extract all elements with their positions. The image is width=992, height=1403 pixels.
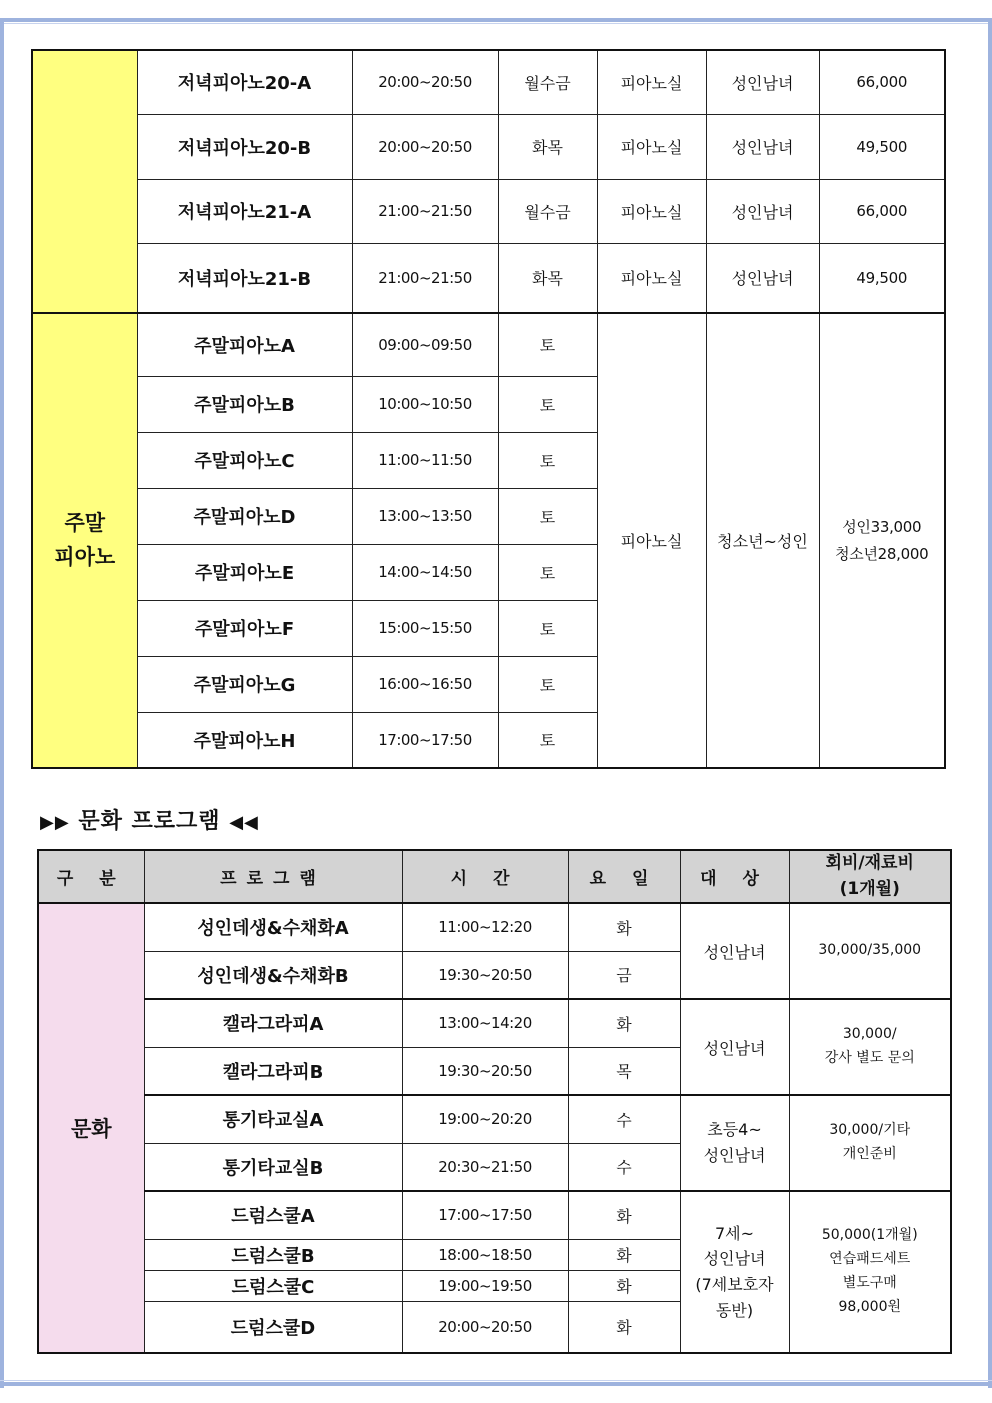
- fee-line1: 30,000/: [842, 1026, 897, 1043]
- program-fee: 66,000: [819, 50, 945, 114]
- program-target: 성인남녀: [706, 50, 819, 114]
- program-day: 토: [498, 712, 597, 768]
- program-day: 화목: [498, 243, 597, 313]
- table-row: [38, 903, 951, 951]
- program-day: 화: [568, 999, 680, 1047]
- target-line2: 성인남녀: [703, 1249, 766, 1269]
- category-cell-culture: 문화: [38, 903, 144, 1353]
- table-row: [32, 114, 945, 179]
- program-target: 성인남녀: [680, 999, 789, 1095]
- page-frame-left: [0, 18, 4, 1388]
- category-label-line1: 주말: [64, 510, 106, 535]
- page-frame-top: [0, 18, 992, 22]
- program-fee: 49,500: [819, 243, 945, 313]
- fee-line1: 50,000(1개월): [821, 1227, 918, 1244]
- program-day: 화: [568, 1270, 680, 1301]
- page-frame-bottom: [0, 1382, 992, 1386]
- program-day: 토: [498, 488, 597, 544]
- program-name: 캘라그라피B: [144, 1047, 402, 1095]
- program-name: 통기타교실B: [144, 1143, 402, 1191]
- program-name: 성인데생&수채화B: [144, 951, 402, 999]
- program-day: 토: [498, 656, 597, 712]
- program-target: 청소년~성인: [706, 313, 819, 768]
- program-name: 저녁피아노20-A: [137, 50, 352, 114]
- fee-line1: 30,000/기타: [829, 1122, 911, 1139]
- program-room: 피아노실: [597, 114, 706, 179]
- program-target: [680, 1095, 789, 1191]
- program-name: 주말피아노A: [137, 313, 352, 376]
- program-day: 토: [498, 432, 597, 488]
- program-day: 화: [568, 1191, 680, 1239]
- program-name: 주말피아노B: [137, 376, 352, 432]
- fee-line3: 별도구매: [842, 1275, 897, 1291]
- header-program: 프로그램: [144, 850, 402, 903]
- program-day: 월수금: [498, 179, 597, 243]
- program-fee: [819, 313, 945, 768]
- program-name: 주말피아노F: [137, 600, 352, 656]
- program-day: 금: [568, 951, 680, 999]
- header-time: 시 간: [402, 850, 568, 903]
- program-time: 20:00~20:50: [352, 50, 498, 114]
- program-time: 17:00~17:50: [352, 712, 498, 768]
- fee-line2: 개인준비: [842, 1146, 897, 1162]
- program-day: 화: [568, 1239, 680, 1270]
- program-day: 수: [568, 1095, 680, 1143]
- category-cell-weekend-piano: [32, 313, 137, 768]
- table-row: [32, 313, 945, 376]
- program-name: 드럼스쿨C: [144, 1270, 402, 1301]
- program-name: 저녁피아노20-B: [137, 114, 352, 179]
- program-name: 드럼스쿨B: [144, 1239, 402, 1270]
- program-fee: 66,000: [819, 179, 945, 243]
- page-frame-right: [988, 18, 992, 1388]
- fee-adult: 성인33,000: [842, 517, 922, 536]
- program-name: 주말피아노H: [137, 712, 352, 768]
- table-row: [32, 243, 945, 313]
- table-row: [38, 1191, 951, 1239]
- program-day: 토: [498, 600, 597, 656]
- category-label-line2: 피아노: [54, 544, 116, 569]
- header-day: 요 일: [568, 850, 680, 903]
- header-target: 대 상: [680, 850, 789, 903]
- program-time: 18:00~18:50: [402, 1239, 568, 1270]
- program-time: 19:00~19:50: [402, 1270, 568, 1301]
- program-name: 통기타교실A: [144, 1095, 402, 1143]
- program-day: 토: [498, 313, 597, 376]
- program-time: 20:30~21:50: [402, 1143, 568, 1191]
- program-name: 캘라그라피A: [144, 999, 402, 1047]
- program-time: 11:00~12:20: [402, 903, 568, 951]
- header-fee: [789, 850, 951, 903]
- program-name: 주말피아노G: [137, 656, 352, 712]
- program-target: [680, 1191, 789, 1353]
- header-fee-line1: 회비/재료비: [825, 853, 914, 873]
- program-day: 토: [498, 376, 597, 432]
- program-name: 저녁피아노21-B: [137, 243, 352, 313]
- program-fee: 49,500: [819, 114, 945, 179]
- program-name: 주말피아노E: [137, 544, 352, 600]
- program-target: 성인남녀: [706, 243, 819, 313]
- program-day: 월수금: [498, 50, 597, 114]
- program-day: 화: [568, 1301, 680, 1353]
- table-row: [38, 999, 951, 1047]
- program-name: 드럼스쿨D: [144, 1301, 402, 1353]
- program-room: 피아노실: [597, 50, 706, 114]
- fee-line2: 연습패드세트: [829, 1251, 911, 1268]
- program-time: 09:00~09:50: [352, 313, 498, 376]
- program-room: 피아노실: [597, 243, 706, 313]
- program-time: 16:00~16:50: [352, 656, 498, 712]
- page-frame-bottom-inner: [0, 1380, 992, 1381]
- target-line1: 초등4~: [707, 1120, 762, 1140]
- program-time: 21:00~21:50: [352, 243, 498, 313]
- triangle-right-icon: ▶▶: [40, 812, 70, 833]
- program-time: 13:00~14:20: [402, 999, 568, 1047]
- fee-youth: 청소년28,000: [835, 544, 929, 563]
- program-name: 드럼스쿨A: [144, 1191, 402, 1239]
- table-row: [32, 50, 945, 114]
- section-title-text: 문화 프로그램: [78, 809, 221, 834]
- program-room: 피아노실: [597, 313, 706, 768]
- category-cell-evening-piano: [32, 50, 137, 313]
- program-time: 15:00~15:50: [352, 600, 498, 656]
- program-fee: [789, 999, 951, 1095]
- target-line4: 동반): [715, 1300, 754, 1320]
- target-line2: 성인남녀: [703, 1146, 766, 1165]
- program-time: 19:00~20:20: [402, 1095, 568, 1143]
- target-line3: (7세보호자: [695, 1275, 774, 1294]
- culture-program-table: [37, 849, 952, 1354]
- program-time: 20:00~20:50: [352, 114, 498, 179]
- page-frame-top-inner: [0, 23, 992, 24]
- program-time: 20:00~20:50: [402, 1301, 568, 1353]
- culture-section-title: [40, 804, 259, 835]
- program-day: 토: [498, 544, 597, 600]
- program-time: 10:00~10:50: [352, 376, 498, 432]
- table-row: [32, 179, 945, 243]
- program-target: 성인남녀: [706, 114, 819, 179]
- header-fee-line2: (1개월): [839, 878, 900, 899]
- program-room: 피아노실: [597, 179, 706, 243]
- program-time: 11:00~11:50: [352, 432, 498, 488]
- program-day: 수: [568, 1143, 680, 1191]
- table-row: [38, 1095, 951, 1143]
- program-time: 19:30~20:50: [402, 1047, 568, 1095]
- program-name: 주말피아노D: [137, 488, 352, 544]
- program-target: 성인남녀: [680, 903, 789, 999]
- program-time: 19:30~20:50: [402, 951, 568, 999]
- fee-line4: 98,000원: [838, 1298, 901, 1315]
- triangle-left-icon: ◀◀: [229, 812, 259, 833]
- program-name: 성인데생&수채화A: [144, 903, 402, 951]
- piano-schedule-table: [31, 49, 946, 769]
- program-fee: 30,000/35,000: [789, 903, 951, 999]
- program-fee: [789, 1095, 951, 1191]
- program-target: 성인남녀: [706, 179, 819, 243]
- program-day: 화목: [498, 114, 597, 179]
- program-time: 17:00~17:50: [402, 1191, 568, 1239]
- program-name: 주말피아노C: [137, 432, 352, 488]
- program-name: 저녁피아노21-A: [137, 179, 352, 243]
- fee-line2: 강사 별도 문의: [824, 1050, 915, 1066]
- program-time: 14:00~14:50: [352, 544, 498, 600]
- program-fee: [789, 1191, 951, 1353]
- header-category: 구 분: [38, 850, 144, 903]
- program-time: 21:00~21:50: [352, 179, 498, 243]
- target-line1: 7세~: [714, 1223, 755, 1243]
- program-time: 13:00~13:50: [352, 488, 498, 544]
- program-day: 화: [568, 903, 680, 951]
- program-day: 목: [568, 1047, 680, 1095]
- table-header-row: [38, 850, 951, 903]
